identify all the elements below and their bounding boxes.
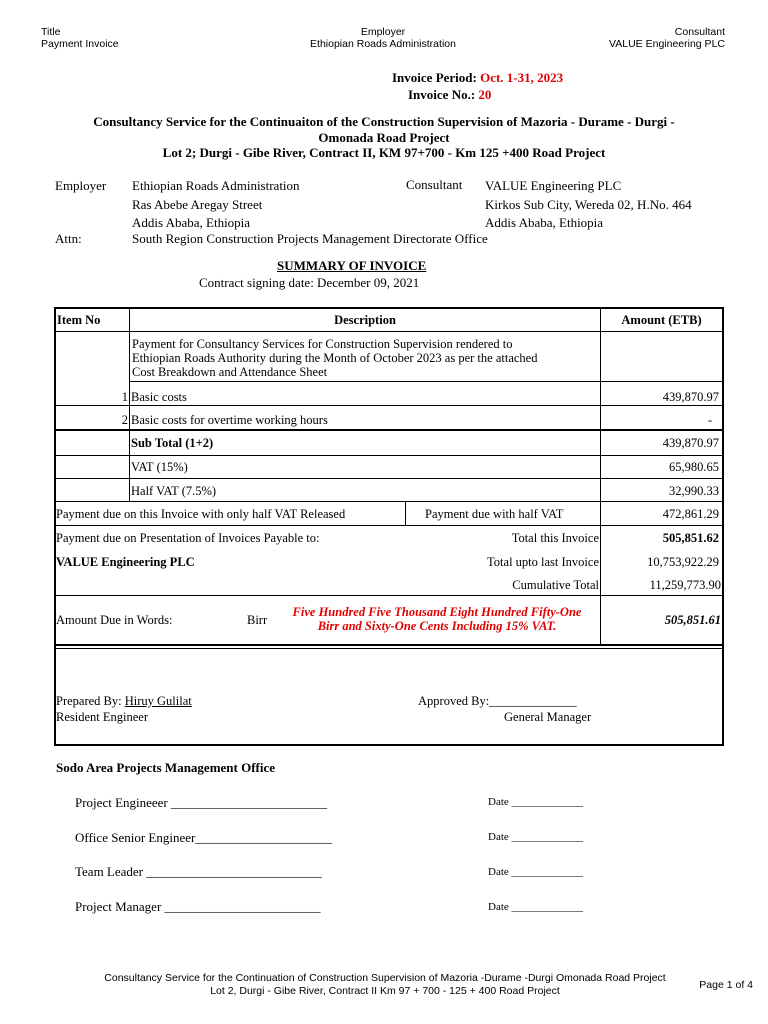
footer-line1: Consultancy Service for the Continuation of Construction Supervision of Mazoria -Durame -Durgi Omonada Road Project <box>104 972 666 984</box>
payee-name: VALUE Engineering PLC <box>56 555 195 569</box>
attn-value: South Region Construction Projects Management Directorate Office <box>132 231 488 246</box>
row-item-no: 1 <box>121 390 128 404</box>
half-vat-amount: 32,990.33 <box>669 484 719 498</box>
page-number: Page 1 of 4 <box>699 979 753 991</box>
table-rule <box>54 525 724 526</box>
description-intro <box>132 337 537 379</box>
total-last-invoice-amount: 10,753,922.29 <box>647 555 719 569</box>
approved-by-role: General Manager <box>504 710 592 724</box>
cumulative-total-amount: 11,259,773.90 <box>649 578 721 592</box>
half-vat-payment-amount: 472,861.29 <box>662 507 719 521</box>
amount-words-label: Amount Due in Words: <box>56 613 173 627</box>
consultant-address <box>485 177 692 233</box>
header-consultant-label: Consultant <box>674 26 725 38</box>
amount-in-words-line1: Five Hundred Five Thousand Eight Hundred Fifty-One <box>292 605 582 619</box>
prepared-by <box>56 694 192 708</box>
invoice-period-label: Invoice Period: <box>392 70 477 85</box>
vat-label: VAT (15%) <box>131 460 188 474</box>
consultant-line2: Kirkos Sub City, Wereda 02, H.No. 464 <box>485 196 692 212</box>
page-footer <box>40 972 730 997</box>
subtotal-amount: 439,870.97 <box>662 436 719 450</box>
amount-words-figure: 505,851.61 <box>664 613 721 627</box>
invoice-number <box>408 87 491 103</box>
birr-label: Birr <box>247 613 268 627</box>
col-divider-amount <box>600 307 601 645</box>
total-invoice-label: Total this Invoice <box>511 531 599 545</box>
attn-label: Attn: <box>55 231 82 246</box>
col-divider-item <box>129 307 130 501</box>
invoice-number-label: Invoice No.: <box>408 87 476 102</box>
row-item-no: 2 <box>121 413 128 427</box>
project-title <box>40 114 728 161</box>
employer-line3: Addis Ababa, Ethiopia <box>132 215 251 230</box>
footer-line2: Lot 2, Durgi - Gibe River, Contract II Km 97 + 700 - 125 + 400 Road Project <box>210 984 560 997</box>
invoice-period-value: Oct. 1-31, 2023 <box>480 70 564 85</box>
employer-address <box>132 177 300 233</box>
amount-in-words-line2: Birr and Sixty-One Cents Including 15% VAT. <box>317 619 557 633</box>
office-row-date: Date _____________ <box>488 901 584 913</box>
office-row-label: Project Manager ________________________ <box>75 899 321 914</box>
table-left-border <box>54 307 56 746</box>
employer-line2: Ras Abebe Aregay Street <box>132 196 263 212</box>
table-rule <box>130 381 724 382</box>
table-rule <box>54 455 724 456</box>
col-header-item-no: Item No <box>57 313 101 327</box>
total-invoice-amount: 505,851.62 <box>662 531 719 545</box>
table-rule <box>54 405 724 406</box>
office-row-date: Date _____________ <box>488 796 584 808</box>
row-description: Basic costs for overtime working hours <box>131 413 328 427</box>
employer-label: Employer <box>55 178 107 193</box>
office-row-label: Office Senior Engineer_____________________ <box>75 830 332 845</box>
project-title-line1: Consultancy Service for the Continuaiton of the Construction Supervision of Mazoria - Durame - Durgi - <box>93 114 675 129</box>
header-title-value: Payment Invoice <box>41 38 119 50</box>
consultant-label: Consultant <box>406 177 463 192</box>
employer-line1: Ethiopian Roads Administration <box>132 178 300 193</box>
consultant-line3: Addis Ababa, Ethiopia <box>485 215 604 230</box>
header-consultant-block <box>609 26 725 50</box>
table-rule <box>54 648 724 649</box>
prepared-by-role: Resident Engineer <box>56 710 148 724</box>
office-row-date: Date _____________ <box>488 866 584 878</box>
table-top-border <box>54 307 724 309</box>
presentation-label: Payment due on Presentation of Invoices Payable to: <box>56 531 320 545</box>
office-title: Sodo Area Projects Management Office <box>56 760 276 775</box>
header-employer-value: Ethiopian Roads Administration <box>310 38 456 50</box>
table-rule <box>54 478 724 479</box>
summary-title: SUMMARY OF INVOICE <box>277 258 427 273</box>
col-header-amount: Amount (ETB) <box>621 313 702 327</box>
cumulative-total-label: Cumulative Total <box>512 578 599 592</box>
contract-signing-date: Contract signing date: December 09, 2021 <box>199 275 420 290</box>
amount-in-words <box>270 605 604 633</box>
office-row-date: Date _____________ <box>488 831 584 843</box>
header-consultant-value: VALUE Engineering PLC <box>609 38 725 50</box>
subtotal-label: Sub Total (1+2) <box>131 436 214 450</box>
prepared-by-label: Prepared By: <box>56 694 122 708</box>
description-intro-line1: Payment for Consultancy Services for Construction Supervision rendered to <box>132 337 513 351</box>
vat-amount: 65,980.65 <box>669 460 719 474</box>
invoice-number-value: 20 <box>478 87 492 102</box>
col-header-description: Description <box>334 313 396 327</box>
half-vat-payment-label: Payment due on this Invoice with only half VAT Released <box>56 507 346 521</box>
project-title-line3: Lot 2; Durgi - Gibe River, Contract II, KM 97+700 - Km 125 +400 Road Project <box>162 145 606 160</box>
invoice-period <box>392 70 563 86</box>
prepared-by-name: Hiruy Gulilat <box>124 694 192 708</box>
header-title-label: Title <box>41 26 61 38</box>
table-rule <box>54 595 724 596</box>
approved-by: Approved By:______________ <box>418 694 577 708</box>
table-bottom-border <box>54 744 724 746</box>
row-description: Basic costs <box>131 390 187 404</box>
description-intro-line2: Ethiopian Roads Authority during the Month of October 2023 as per the attached <box>132 351 538 365</box>
half-vat-payment-mid: Payment due with half VAT <box>425 507 564 521</box>
total-last-invoice-label: Total upto last Invoice <box>487 555 599 569</box>
description-intro-line3: Cost Breakdown and Attendance Sheet <box>132 365 328 379</box>
header-employer-block <box>250 26 516 50</box>
row-amount: 439,870.97 <box>662 390 719 404</box>
table-rule <box>54 429 724 431</box>
header-employer-label: Employer <box>360 26 406 38</box>
office-row-label: Team Leader ___________________________ <box>75 864 322 879</box>
col-divider-mid <box>405 501 406 525</box>
row-amount: - <box>707 413 712 427</box>
office-row-label: Project Engineeer ________________________ <box>75 795 328 810</box>
table-header-divider <box>54 331 724 332</box>
project-title-line2: Omonada Road Project <box>318 129 450 145</box>
consultant-line1: VALUE Engineering PLC <box>485 178 622 193</box>
table-right-border <box>722 307 724 746</box>
header-title-block <box>41 26 119 50</box>
half-vat-label: Half VAT (7.5%) <box>131 484 217 498</box>
table-rule <box>54 501 724 502</box>
table-rule <box>54 644 724 646</box>
